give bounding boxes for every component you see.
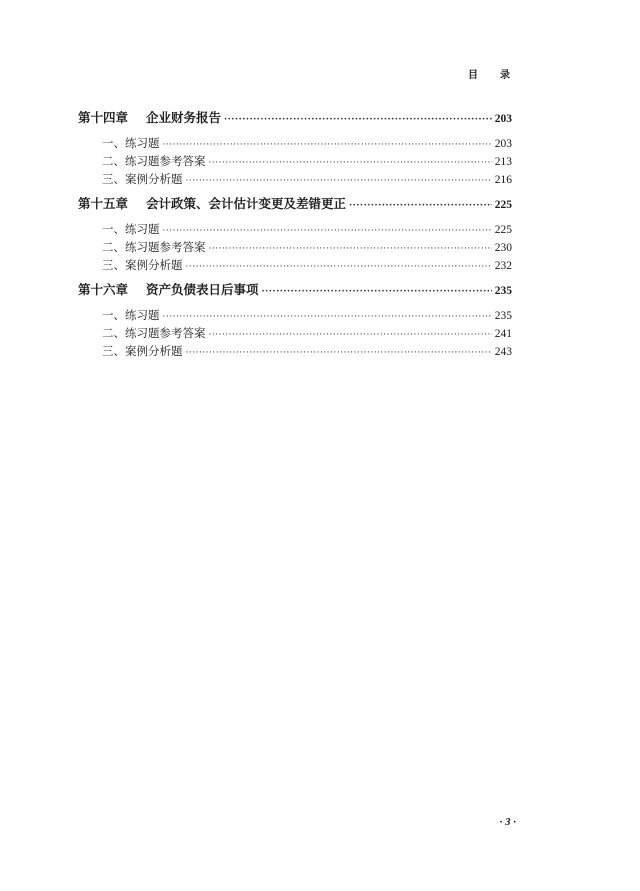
toc-entry[interactable]: [78, 325, 512, 343]
chapter-heading-text: [78, 194, 346, 212]
toc-entry[interactable]: [78, 135, 512, 153]
entry-label: 一、练习题: [102, 308, 160, 322]
entry-label: 二、练习题参考答案: [102, 326, 206, 340]
chapter-block: [78, 280, 512, 361]
dot-leader: [163, 140, 492, 150]
chapter-heading-text: [78, 280, 259, 298]
dot-leader: [209, 244, 492, 254]
entry-label: 三、案例分析题: [102, 172, 183, 186]
dot-leader: [209, 158, 492, 168]
entry-page-number: 243: [494, 346, 512, 358]
entry-page-number: 235: [494, 310, 512, 322]
entry-page-number: 232: [494, 260, 512, 272]
toc-entry[interactable]: [78, 343, 512, 361]
chapter-page-number: 203: [494, 113, 512, 125]
dot-leader: [186, 348, 492, 358]
entry-label: 二、练习题参考答案: [102, 240, 206, 254]
toc-chapter-heading[interactable]: [78, 108, 512, 126]
entry-page-number: 213: [494, 156, 512, 168]
entry-label: 三、案例分析题: [102, 344, 183, 358]
chapter-number: 第十六章: [78, 282, 129, 297]
running-head-right: 录: [500, 70, 512, 81]
dot-leader: [349, 201, 492, 211]
entry-label: 一、练习题: [102, 222, 160, 236]
toc-chapter-heading[interactable]: [78, 280, 512, 298]
entry-page-number: 216: [494, 174, 512, 186]
running-head-left: 目: [468, 70, 480, 81]
toc-entry[interactable]: [78, 257, 512, 275]
chapter-title: 会计政策、会计估计变更及差错更正: [146, 196, 347, 211]
toc-entry[interactable]: [78, 171, 512, 189]
dot-leader: [209, 330, 492, 340]
running-head: [468, 66, 512, 81]
dot-leader: [262, 287, 492, 297]
chapter-page-number: 235: [494, 285, 512, 297]
chapter-title: 资产负债表日后事项: [146, 282, 259, 297]
entry-page-number: 230: [494, 242, 512, 254]
chapter-title: 企业财务报告: [146, 110, 222, 125]
entry-label: 三、案例分析题: [102, 258, 183, 272]
entry-page-number: 225: [494, 224, 512, 236]
entry-page-number: 203: [494, 138, 512, 150]
toc-chapter-heading[interactable]: [78, 194, 512, 212]
dot-leader: [186, 176, 492, 186]
chapter-block: [78, 194, 512, 275]
dot-leader: [163, 226, 492, 236]
page-number-footer: · 3 ·: [499, 816, 516, 828]
toc-entry[interactable]: [78, 307, 512, 325]
dot-leader: [163, 312, 492, 322]
toc-entry[interactable]: [78, 153, 512, 171]
chapter-block: [78, 108, 512, 189]
entry-page-number: 241: [494, 328, 512, 340]
chapter-page-number: 225: [494, 199, 512, 211]
table-of-contents: [78, 108, 512, 366]
dot-leader: [224, 115, 492, 125]
toc-entry[interactable]: [78, 221, 512, 239]
chapter-number: 第十四章: [78, 110, 129, 125]
chapter-number: 第十五章: [78, 196, 129, 211]
toc-entry[interactable]: [78, 239, 512, 257]
chapter-heading-text: [78, 108, 221, 126]
entry-label: 一、练习题: [102, 136, 160, 150]
dot-leader: [186, 262, 492, 272]
entry-label: 二、练习题参考答案: [102, 154, 206, 168]
